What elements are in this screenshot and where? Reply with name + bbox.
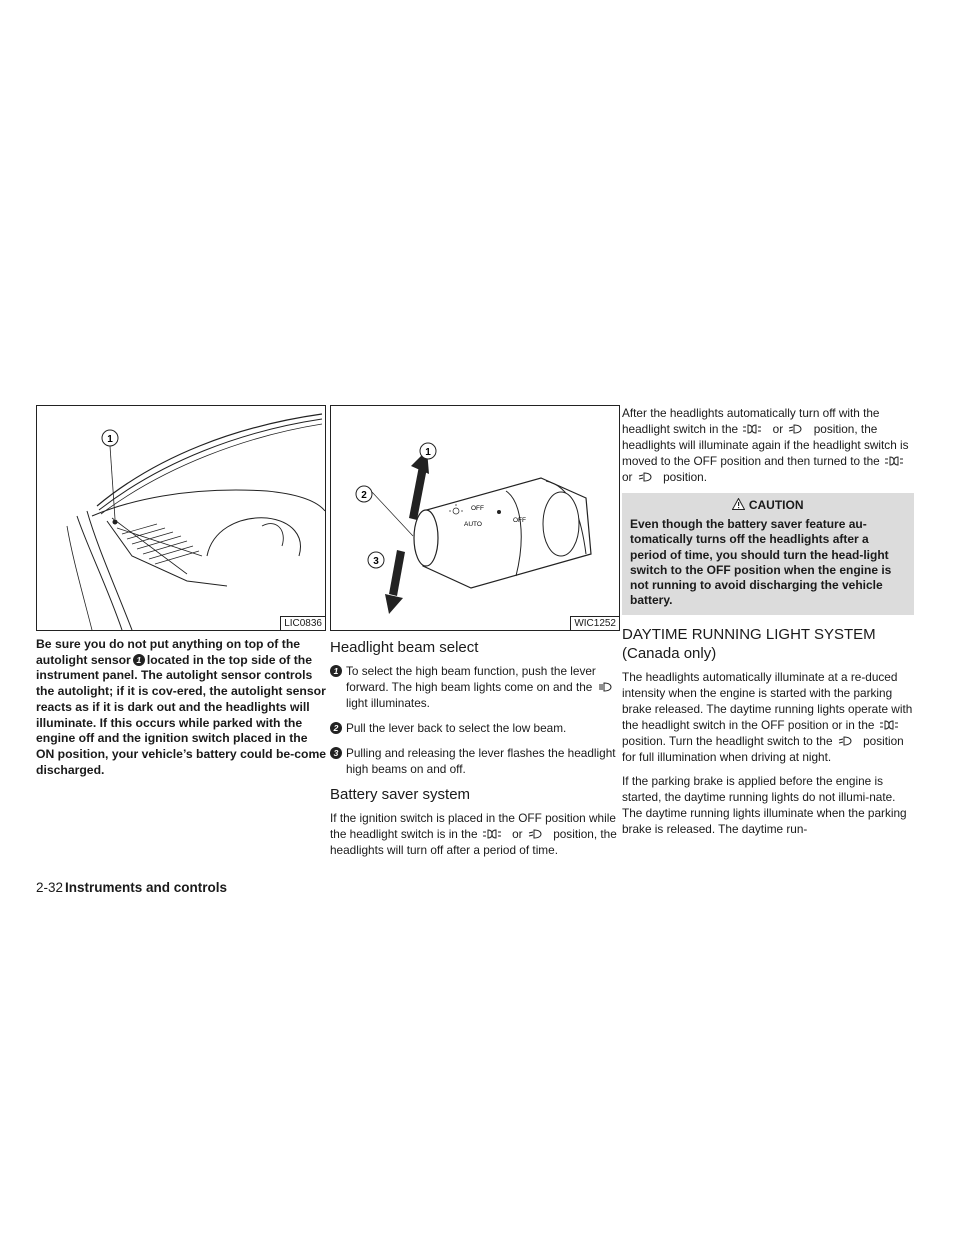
figure-callout-2: 2 (361, 490, 367, 501)
figure-callout-1: 1 (425, 447, 431, 458)
figure-code: LIC0836 (280, 616, 325, 630)
drl-paragraph-2: If the parking brake is applied before the engine is started, the daytime running lights do not illumi-nate. The daytime running lights illuminate when the parking brake is released. The daytime run- (622, 773, 907, 836)
warning-triangle-icon (732, 498, 745, 510)
headlight-lever-figure (330, 405, 620, 631)
heading-battery-saver: Battery saver system (330, 786, 471, 803)
autolight-sensor-figure (36, 405, 326, 631)
heading-daytime-running-light: DAYTIME RUNNING LIGHT SYSTEM (Canada only) (622, 625, 876, 662)
figure-callout-3: 3 (373, 556, 379, 567)
caution-box (622, 493, 914, 615)
headlight-icon (598, 682, 612, 692)
caution-heading: CAUTION (630, 497, 906, 513)
item-number: 2 (330, 722, 342, 734)
switch-label-off: OFF (471, 505, 484, 512)
parking-light-icon (885, 456, 903, 466)
dashboard-illustration (37, 406, 325, 630)
headlight-icon (788, 424, 802, 434)
chapter-title: Instruments and controls (65, 880, 228, 895)
battery-saver-paragraph: If the ignition switch is placed in the OFF position while the headlight switch is in the or position, the headlights will turn off after a period of time. (330, 811, 617, 857)
parking-light-icon (880, 720, 898, 730)
headlight-icon (838, 736, 852, 746)
figure-code: WIC1252 (570, 616, 619, 630)
column-right (622, 405, 914, 845)
lever-illustration (331, 406, 619, 630)
column-middle (330, 405, 622, 866)
item-number: 3 (330, 747, 342, 759)
parking-light-icon (483, 829, 501, 839)
list-item: 3 Pulling and releasing the lever flashes the headlight high beams on and off. (330, 745, 622, 777)
list-item: 2 Pull the lever back to select the low beam. (330, 720, 622, 736)
parking-light-icon (743, 424, 761, 434)
switch-label-off-2: OFF (513, 517, 526, 524)
figure-callout-1: 1 (107, 434, 113, 445)
callout-number: 1 (133, 654, 145, 666)
auto-off-paragraph: After the headlights automatically turn off with the headlight switch in the or position, the headlights will illuminate again if the headlight switch is moved to the OFF position and then turned to the or position. (622, 406, 909, 484)
caution-text: Even though the battery saver feature au-tomatically turns off the headlights after a period of time, you should turn the head-light switch to the OFF position when the engine is not running to avoid discharging the vehicle battery. (630, 517, 892, 608)
autolight-warning-paragraph: Be sure you do not put anything on top of the autolight sensor 1 located in the top side of the instrument panel. The autolight sensor controls the autolight; if it is cov-ered, the autolight sensor reacts as if it is dark out and the headlights will illuminate. If this occurs while parked with the engine off and the ignition switch placed in the ON position, your vehicle’s battery could be-come discharged. (36, 637, 327, 777)
column-left (36, 405, 328, 778)
list-item: 1 To select the high beam function, push the lever forward. The high beam lights come on and the light illuminates. (330, 663, 622, 711)
drl-paragraph-1: The headlights automatically illuminate at a re-duced intensity when the engine is started with the parking brake released. The daytime running lights operate with the headlight switch in the OFF position or in the position. Turn the headlight switch to the position for full illumination when driving at night. (622, 669, 913, 764)
heading-headlight-beam-select: Headlight beam select (330, 639, 479, 656)
page-number: 2-32 (36, 880, 64, 895)
headlight-icon (528, 829, 542, 839)
page-footer (36, 880, 227, 895)
switch-label-auto: AUTO (464, 521, 482, 528)
item-number: 1 (330, 665, 342, 677)
headlight-icon (638, 472, 652, 482)
